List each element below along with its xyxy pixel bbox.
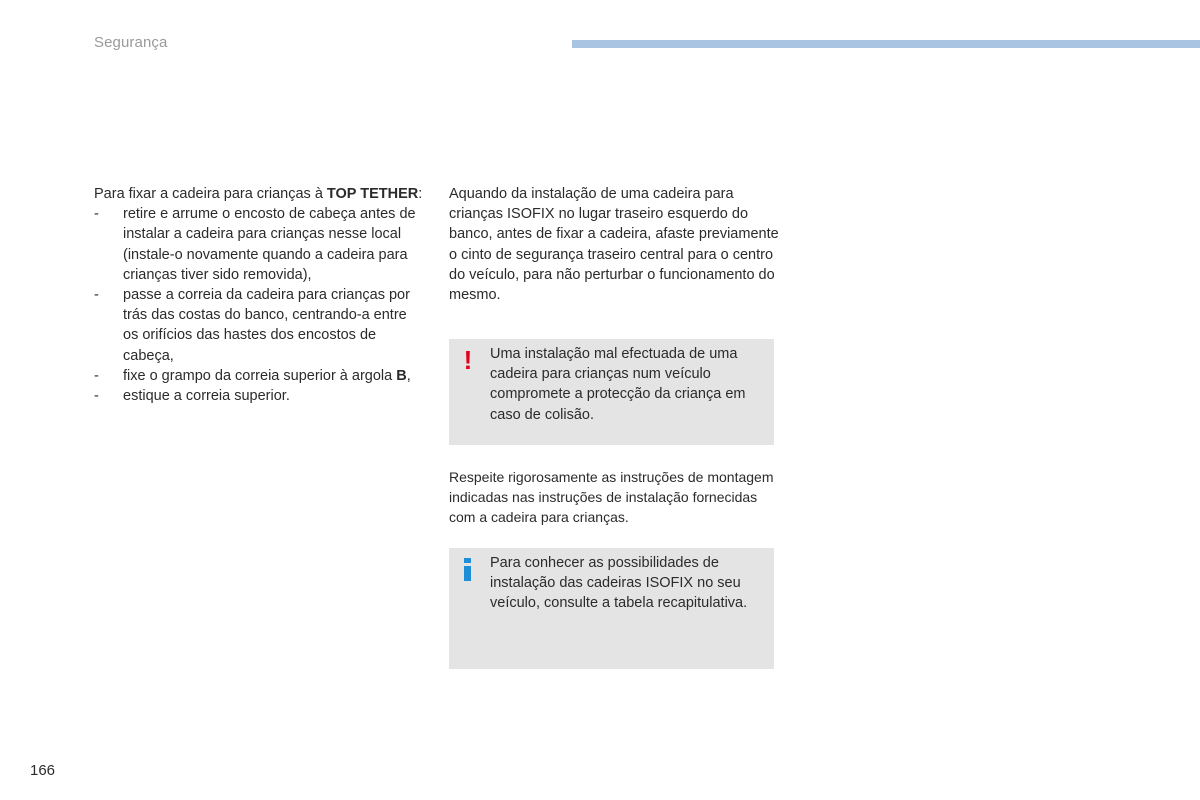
step-text: retire e arrume o encosto de cabeça antes de instalar a cadeira para crianças nesse local (instale-o novamente quando a cadeira para crianças tiver sido removida), [123, 206, 416, 283]
header-bar [572, 40, 1200, 48]
ring-label: B [396, 367, 407, 384]
instructions-paragraph: Respeite rigorosamente as instruções de montagem indicadas nas instruções de instalação fornecidas com a cadeira para crianças. [449, 469, 774, 526]
step-suffix: , [406, 367, 411, 384]
list-item [94, 386, 424, 406]
list-item [94, 204, 424, 285]
info-text: Para conhecer as possibilidades de instalação das cadeiras ISOFIX no seu veículo, consulte a tabela recapitulativa. [490, 555, 748, 612]
warning-box [449, 339, 774, 445]
step-text: passe a correia da cadeira para crianças por trás das costas do banco, centrando-a entre os orifícios das hastes dos encostos de cabeça, [123, 287, 410, 364]
info-icon [463, 558, 473, 582]
bullet-dash: - [94, 287, 99, 304]
page-number: 166 [30, 762, 56, 779]
isofix-paragraph: Aquando da instalação de uma cadeira para crianças ISOFIX no lugar traseiro esquerdo do banco, antes de fixar a cadeira, afaste previamente o cinto de segurança traseiro central para o centro do veículo, para não perturbar o funcionamento do mesmo. [449, 186, 779, 304]
steps-list [94, 204, 424, 406]
left-column [94, 184, 424, 406]
intro-paragraph [94, 184, 424, 204]
intro-suffix: : [418, 186, 423, 202]
bullet-dash: - [94, 367, 99, 384]
bullet-dash: - [94, 388, 99, 405]
bullet-dash: - [94, 206, 99, 223]
step-text: fixe o grampo da correia superior à argola [123, 367, 397, 384]
right-column [449, 184, 779, 305]
intro-text: Para fixar a cadeira para crianças à [94, 186, 327, 202]
step-text: estique a correia superior. [123, 388, 290, 405]
list-item [94, 285, 424, 366]
exclamation-warning-icon: ! [463, 345, 473, 375]
warning-text: Uma instalação mal efectuada de uma cadeira para crianças num veículo compromete a protecção da criança em caso de colisão. [490, 346, 746, 423]
section-title: Segurança [94, 34, 168, 51]
top-tether-label: TOP TETHER [326, 186, 419, 202]
list-item [94, 366, 424, 386]
info-box [449, 548, 774, 669]
